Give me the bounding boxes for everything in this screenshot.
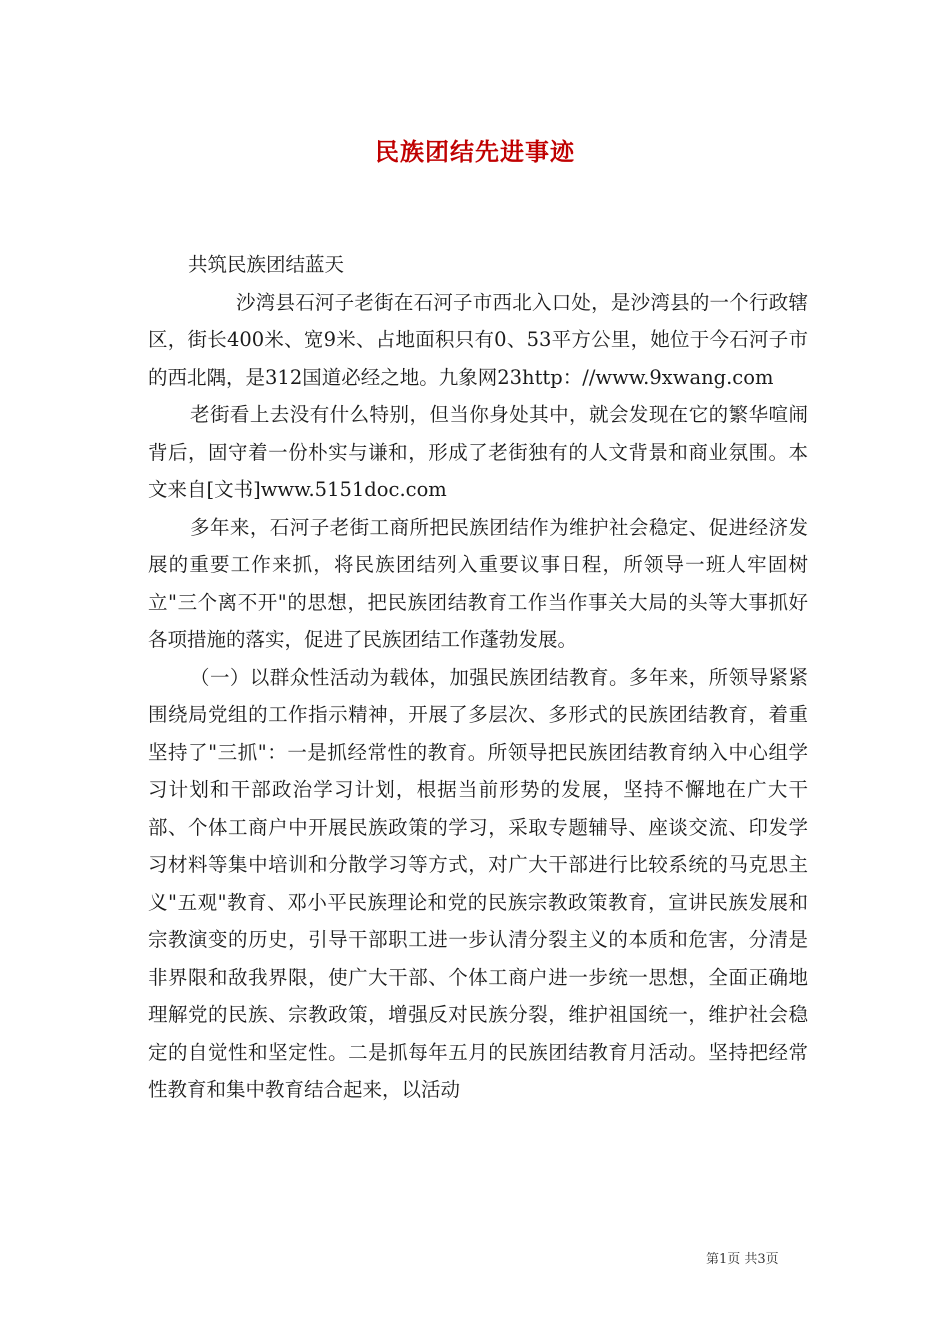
paragraph-3: 多年来，石河子老街工商所把民族团结作为维护社会稳定、促进经济发展的重要工作来抓，将民族团结列入重要议事日程，所领导一班人牢固树立"三个离不开"的思想，把民族团结教育工作当作事关大局的头等大事抓好各项措施的落实，促进了民族团结工作蓬勃发展。 [148,515,808,651]
document-title: 民族团结先进事迹 [375,138,575,166]
paragraph-1: 沙湾县石河子老街在石河子市西北入口处，是沙湾县的一个行政辖区，街长400米、宽9米、占地面积只有0、53平方公里，她位于今石河子市的西北隅，是312国道必经之地。九象网23http：//www.9xwang.com [148,290,808,389]
subheading: 共筑民族团结蓝天 [188,253,345,276]
page-number: 第1页 共3页 [706,1252,779,1267]
paragraph-2: 老街看上去没有什么特别，但当你身处其中，就会发现在它的繁华喧闹背后，固守着一份朴实与谦和，形成了老街独有的人文背景和商业氛围。本文来自[文书]www.5151doc.com [148,403,808,501]
paragraph-4: （一）以群众性活动为载体，加强民族团结教育。多年来，所领导紧紧围绕局党组的工作指示精神，开展了多层次、多形式的民族团结教育，着重坚持了"三抓"：一是抓经常性的教育。所领导把民族团结教育纳入中心组学习计划和干部政治学习计划，根据当前形势的发展，坚持不懈地在广大干部、个体工商户中开展民族政策的学习，采取专题辅导、座谈交流、印发学习材料等集中培训和分散学习等方式，对广大干部进行比较系统的马克思主义"五观"教育、邓小平民族理论和党的民族宗教政策教育，宣讲民族发展和宗教演变的历史，引导干部职工进一步认清分裂主义的本质和危害，分清是非界限和敌我界限，使广大干部、个体工商户进一步统一思想，全面正确地理解党的民族、宗教政策，增强反对民族分裂，维护祖国统一，维护社会稳定的自觉性和坚定性。二是抓每年五月的民族团结教育月活动。坚持把经常性教育和集中教育结合起来，以活动 [148,665,808,1101]
document-body [148,246,808,1109]
